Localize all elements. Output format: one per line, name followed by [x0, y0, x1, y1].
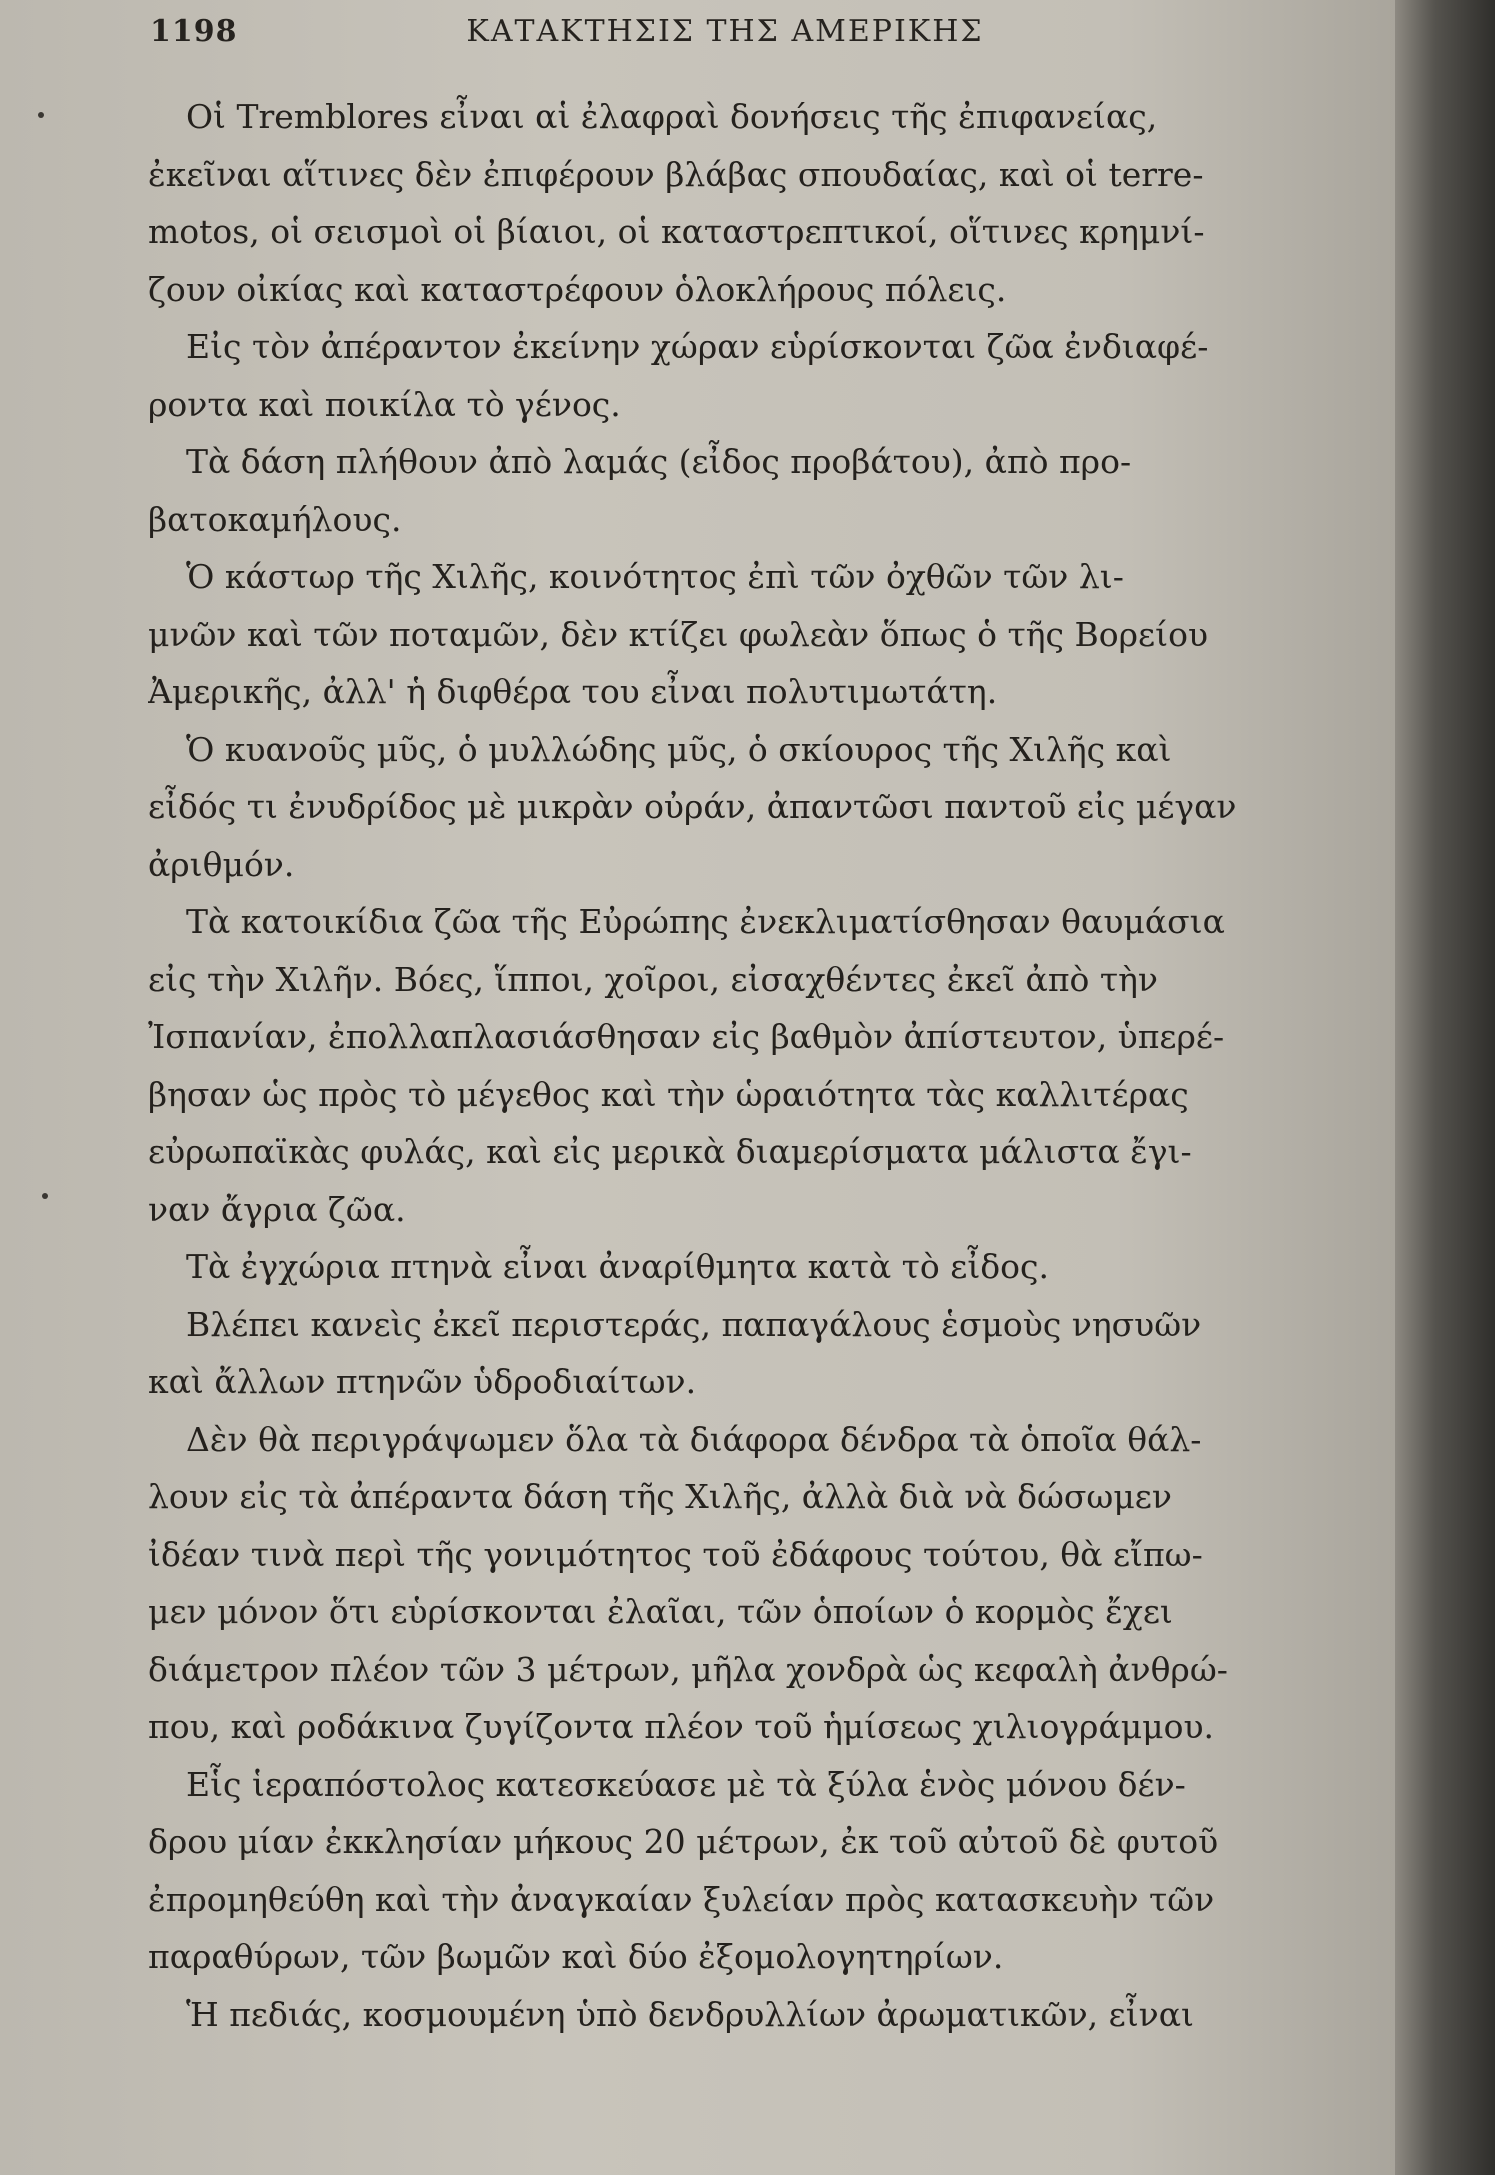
text-line: εὐρωπαϊκὰς φυλάς, καὶ εἰς μερικὰ διαμερίσματα μάλιστα ἔγι- [148, 1132, 1192, 1171]
text-line: Τὰ κατοικίδια ζῶα τῆς Εὐρώπης ἐνεκλιματίσθησαν θαυμάσια [186, 902, 1225, 941]
text-line: Οἱ Tremblores εἶναι αἱ ἐλαφραὶ δονήσεις τῆς ἐπιφανείας, [186, 97, 1158, 136]
text-line: ἰδέαν τινὰ περὶ τῆς γονιμότητος τοῦ ἐδάφους τούτου, θὰ εἴπω- [148, 1534, 1203, 1574]
text-line: ναν ἄγρια ζῶα. [148, 1189, 406, 1229]
text-line: Ὁ κάστωρ τῆς Χιλῆς, κοινότητος ἐπὶ τῶν ὀχθῶν τῶν λι- [186, 557, 1124, 596]
text-line: Τὰ δάση πλήθουν ἀπὸ λαμάς (εἶδος προβάτου), ἀπὸ προ- [186, 442, 1132, 481]
text-line: Τὰ ἐγχώρια πτηνὰ εἶναι ἀναρίθμητα κατὰ τὸ εἶδος. [186, 1247, 1049, 1286]
text-line: εἰς τὴν Χιλῆν. Βόες, ἵπποι, χοῖροι, εἰσαχθέντες ἐκεῖ ἀπὸ τὴν [148, 959, 1158, 999]
text-line: ἀριθμόν. [148, 844, 295, 884]
text-line: Ἀμερικῆς, ἀλλ' ἡ διφθέρα του εἶναι πολυτιμωτάτη. [148, 672, 998, 711]
text-line: Ἡ πεδιάς, κοσμουμένη ὑπὸ δενδρυλλίων ἀρωματικῶν, εἶναι [186, 1994, 1194, 2034]
text-line: παραθύρων, τῶν βωμῶν καὶ δύο ἐξομολογητηρίων. [148, 1937, 1004, 1976]
text-line: motos, οἱ σεισμοὶ οἱ βίαιοι, οἱ καταστρεπτικοί, οἵτινες κρημνί- [148, 212, 1205, 251]
text-line: ἐπρομηθεύθη καὶ τὴν ἀναγκαίαν ξυλείαν πρὸς κατασκευὴν τῶν [148, 1879, 1215, 1919]
text-line: Βλέπει κανεὶς ἐκεῖ περιστεράς, παπαγάλους ἑσμοὺς νησυῶν [186, 1304, 1202, 1344]
page-edge-shadow [1395, 0, 1495, 2175]
margin-speck [42, 1193, 48, 1199]
text-line: καὶ ἄλλων πτηνῶν ὑδροδιαίτων. [148, 1362, 697, 1401]
margin-speck [38, 112, 44, 118]
text-line: βατοκαμήλους. [148, 499, 402, 539]
page-number: 1198 [150, 14, 238, 49]
text-line: διάμετρον πλέον τῶν 3 μέτρων, μῆλα χονδρὰ ὡς κεφαλὴ ἀνθρώ- [148, 1649, 1228, 1689]
text-line: εἶδός τι ἐνυδρίδος μὲ μικρὰν οὐράν, ἀπαντῶσι παντοῦ εἰς μέγαν [148, 787, 1237, 826]
text-line: Ἰσπανίαν, ἐπολλαπλασιάσθησαν εἰς βαθμὸν ἀπίστευτον, ὑπερέ- [148, 1017, 1225, 1056]
text-line: Δὲν θὰ περιγράψωμεν ὅλα τὰ διάφορα δένδρα τὰ ὁποῖα θάλ- [186, 1419, 1202, 1459]
text-line: βησαν ὡς πρὸς τὸ μέγεθος καὶ τὴν ὡραιότητα τὰς καλλιτέρας [148, 1074, 1189, 1114]
text-line: μεν μόνον ὅτι εὑρίσκονται ἐλαῖαι, τῶν ὁποίων ὁ κορμὸς ἔχει [148, 1592, 1173, 1631]
running-title: ΚΑΤΑΚΤΗΣΙΣ ΤΗΣ ΑΜΕΡΙΚΗΣ [466, 14, 984, 49]
text-line: ζουν οἰκίας καὶ καταστρέφουν ὁλοκλήρους πόλεις. [148, 269, 1007, 309]
text-line: Εἷς ἱεραπόστολος κατεσκεύασε μὲ τὰ ξύλα ἑνὸς μόνου δέν- [186, 1764, 1186, 1804]
text-line: δρου μίαν ἐκκλησίαν μήκους 20 μέτρων, ἐκ τοῦ αὐτοῦ δὲ φυτοῦ [148, 1822, 1219, 1861]
text-line: Εἰς τὸν ἀπέραντον ἐκείνην χώραν εὑρίσκονται ζῶα ἐνδιαφέ- [186, 327, 1209, 366]
text-line: που, καὶ ροδάκινα ζυγίζοντα πλέον τοῦ ἡμίσεως χιλιογράμμου. [148, 1707, 1215, 1746]
body-text [148, 88, 1313, 2043]
text-line: Ὁ κυανοῦς μῦς, ὁ μυλλώδης μῦς, ὁ σκίουρος τῆς Χιλῆς καὶ [186, 729, 1172, 769]
page-header [150, 8, 1300, 58]
text-line: λουν εἰς τὰ ἀπέραντα δάση τῆς Χιλῆς, ἀλλὰ διὰ νὰ δώσωμεν [148, 1477, 1172, 1516]
text-line: ἐκεῖναι αἵτινες δὲν ἐπιφέρουν βλάβας σπουδαίας, καὶ οἱ terre- [148, 154, 1204, 194]
text-line: ροντα καὶ ποικίλα τὸ γένος. [148, 384, 621, 424]
text-line: μνῶν καὶ τῶν ποταμῶν, δὲν κτίζει φωλεὰν ὅπως ὁ τῆς Βορείου [148, 614, 1209, 654]
